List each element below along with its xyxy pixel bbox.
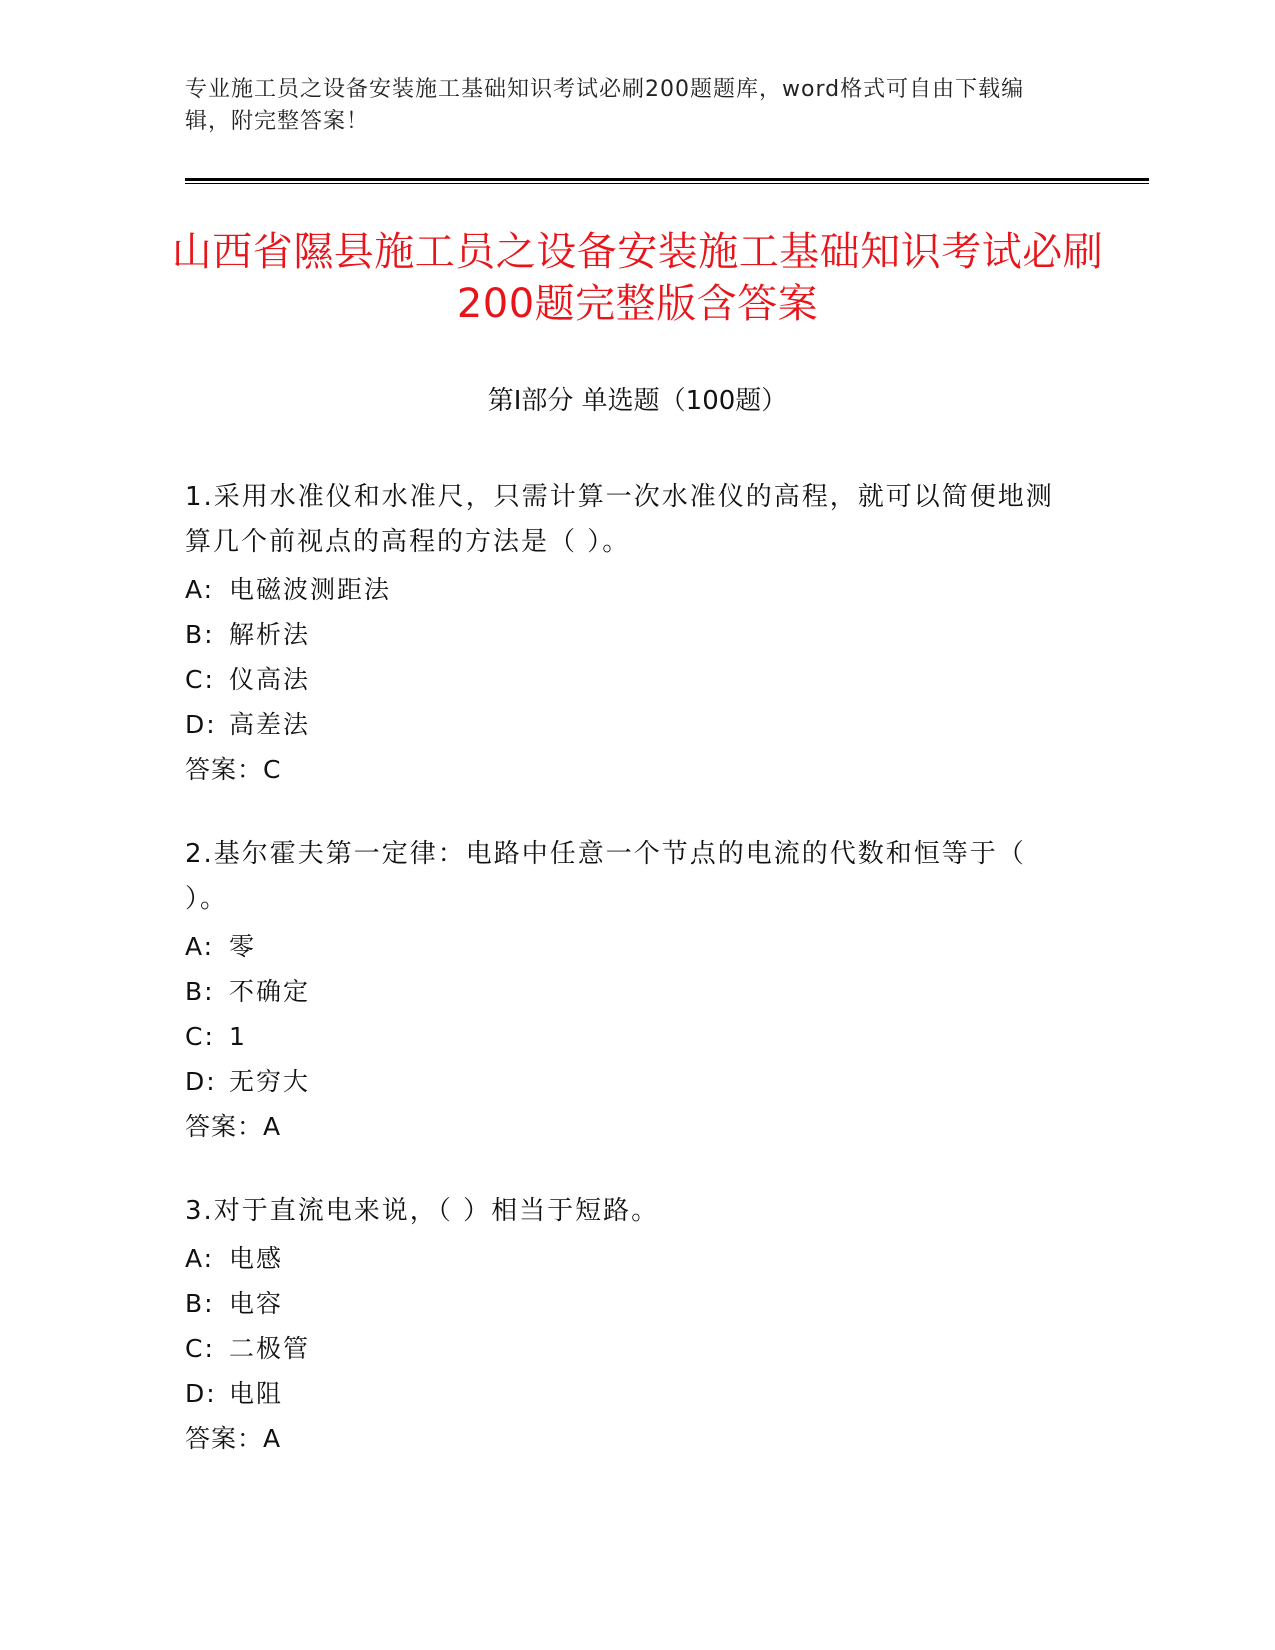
option-label: D: — [185, 1379, 217, 1408]
question-text: 2.基尔霍夫第一定律：电路中任意一个节点的电流的代数和恒等于（ ）。 — [185, 839, 1026, 914]
option-c — [185, 657, 1065, 702]
option-b — [185, 612, 1065, 657]
option-text: 解析法 — [229, 620, 311, 649]
option-c — [185, 1326, 1065, 1371]
option-text: 电阻 — [229, 1379, 284, 1408]
option-text: 不确定 — [229, 977, 311, 1006]
option-c — [185, 1014, 1065, 1059]
option-label: B: — [185, 620, 215, 649]
question-2 — [185, 832, 1065, 1149]
option-text: 高差法 — [229, 710, 311, 739]
answer: 答案：A — [185, 1424, 282, 1453]
question-text: 1.采用水准仪和水准尺，只需计算一次水准仪的高程，就可以简便地测算几个前视点的高程的方法是（ ）。 — [185, 482, 1054, 557]
question-text: 3.对于直流电来说，（ ）相当于短路。 — [185, 1196, 660, 1226]
option-label: D: — [185, 710, 217, 739]
option-label: C: — [185, 1022, 215, 1051]
section-title: 第Ⅰ部分 单选题（100题） — [487, 386, 788, 416]
header-rule-thick — [185, 178, 1149, 181]
question-1 — [185, 475, 1065, 792]
option-label: A: — [185, 932, 215, 961]
option-a — [185, 924, 1065, 969]
option-label: A: — [185, 575, 215, 604]
question-3 — [185, 1189, 1065, 1461]
document-title: 山西省隰县施工员之设备安装施工基础知识考试必刷200题完整版含答案 — [171, 229, 1104, 327]
option-text: 电感 — [229, 1244, 284, 1273]
option-label: B: — [185, 977, 215, 1006]
option-d — [185, 1371, 1065, 1416]
option-b — [185, 969, 1065, 1014]
question-list — [185, 475, 1065, 1501]
option-label: B: — [185, 1289, 215, 1318]
option-label: D: — [185, 1067, 217, 1096]
option-label: C: — [185, 1334, 215, 1363]
option-a — [185, 1236, 1065, 1281]
option-label: C: — [185, 665, 215, 694]
option-text: 零 — [229, 932, 257, 961]
answer: 答案：C — [185, 755, 282, 784]
header-rule-thin — [185, 183, 1149, 184]
option-text: 二极管 — [229, 1334, 311, 1363]
option-text: 电磁波测距法 — [229, 575, 392, 604]
option-b — [185, 1281, 1065, 1326]
option-text: 1 — [229, 1022, 247, 1051]
option-d — [185, 702, 1065, 747]
option-a — [185, 567, 1065, 612]
option-text: 无穷大 — [229, 1067, 311, 1096]
answer: 答案：A — [185, 1112, 282, 1141]
option-d — [185, 1059, 1065, 1104]
header-note: 专业施工员之设备安装施工基础知识考试必刷200题题库，word格式可自由下载编辑，附完整答案！ — [185, 77, 1025, 134]
option-text: 仪高法 — [229, 665, 311, 694]
option-text: 电容 — [229, 1289, 284, 1318]
option-label: A: — [185, 1244, 215, 1273]
